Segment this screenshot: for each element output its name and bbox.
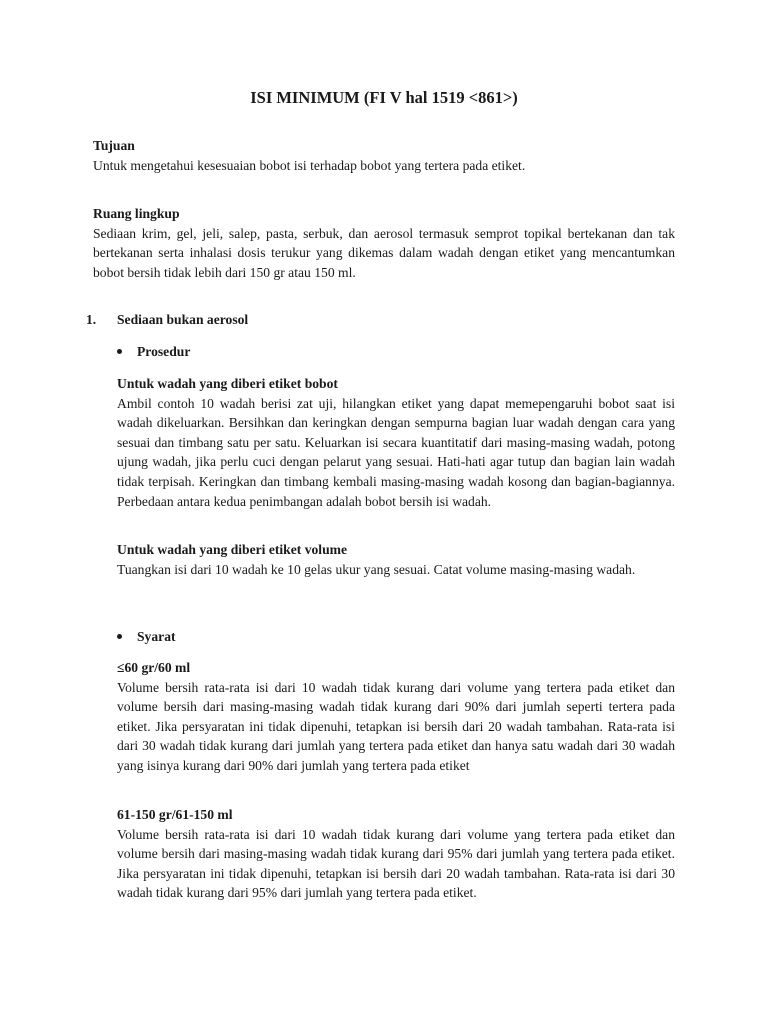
prosedur-bullet [117,342,190,362]
tujuan-text: Untuk mengetahui kesesuaian bobot isi terhadap bobot yang tertera pada etiket. [93,157,526,173]
syarat-label: Syarat [137,629,176,644]
le60-heading: ≤60 gr/60 ml [117,660,191,675]
r61-150-text: Volume bersih rata-rata isi dari 10 wadah tidak kurang dari volume yang tertera pada etiket dan volume bersih dari masing-masing wadah tidak kurang dari 95% dari jumlah yang tertera pada etiket. Jika persyaratan ini tidak dipenuhi, tetapkan isi bersih dari 20 wadah tambahan. Rata-rata isi dari 30 wadah tidak kurang dari 95% dari jumlah yang tertera pada etiket. [117,826,675,901]
le60-text: Volume bersih rata-rata isi dari 10 wadah tidak kurang dari volume yang tertera pada etiket dan volume bersih dari masing-masing wadah tidak kurang dari 90% dari jumlah seperti tertera pada etiket. Jika persyaratan ini tidak dipenuhi, tetapkan isi bersih dari 20 wadah tambahan. Rata-rata isi dari 30 wadah tidak kurang dari jumlah yang tertera pada etiket dan hanya satu wadah dari 30 wadah yang isinya kurang dari 90% dari jumlah yang tertera pada etiket [117,679,675,773]
prosedur-volume-section [117,540,675,579]
bobot-heading: Untuk wadah yang diberi etiket bobot [117,376,338,391]
syarat-61-150-section [117,805,675,903]
tujuan-section [93,136,675,175]
r61-150-heading: 61-150 gr/61-150 ml [117,807,233,822]
volume-heading: Untuk wadah yang diberi etiket volume [117,542,347,557]
section-heading: Sediaan bukan aerosol [117,312,249,327]
document-title: ISI MINIMUM (FI V hal 1519 <861>) [250,88,518,107]
syarat-bullet [117,627,176,647]
bullet-icon [117,634,122,639]
ruang-lingkup-section [93,204,675,282]
ruang-lingkup-text: Sediaan krim, gel, jeli, salep, pasta, serbuk, dan aerosol termasuk semprot topikal bertekanan dan tak bertekanan serta inhalasi dosis terukur yang dikemas dalam wadah dengan etiket yang mencantumkan bobot bersih tidak lebih dari 150 gr atau 150 ml. [93,225,675,280]
prosedur-label: Prosedur [137,344,191,359]
tujuan-heading: Tujuan [93,138,135,153]
prosedur-bobot-section [117,374,675,511]
ruang-lingkup-heading: Ruang lingkup [93,206,180,221]
bullet-icon [117,349,122,354]
syarat-le60-section [117,658,675,776]
bobot-text: Ambil contoh 10 wadah berisi zat uji, hilangkan etiket yang dapat memepengaruhi bobot saat isi wadah dikeluarkan. Bersihkan dan keringkan dengan sempurna bagian luar wadah dengan cara yang sesuai dan timbang satu per satu. Keluarkan isi secara kuantitatif dari masing-masing wadah, potong ujung wadah, jika perlu cuci dengan pelarut yang sesuai. Hati-hati agar tutup dan bagian lain wadah tidak terpisah. Keringkan dan timbang kembali masing-masing wadah kosong dan bagian-bagiannya. Perbedaan antara kedua penimbangan adalah bobot bersih isi wadah. [117,395,675,509]
volume-text: Tuangkan isi dari 10 wadah ke 10 gelas ukur yang sesuai. Catat volume masing-masing wadah. [117,561,636,577]
section-number: 1. [86,312,97,327]
